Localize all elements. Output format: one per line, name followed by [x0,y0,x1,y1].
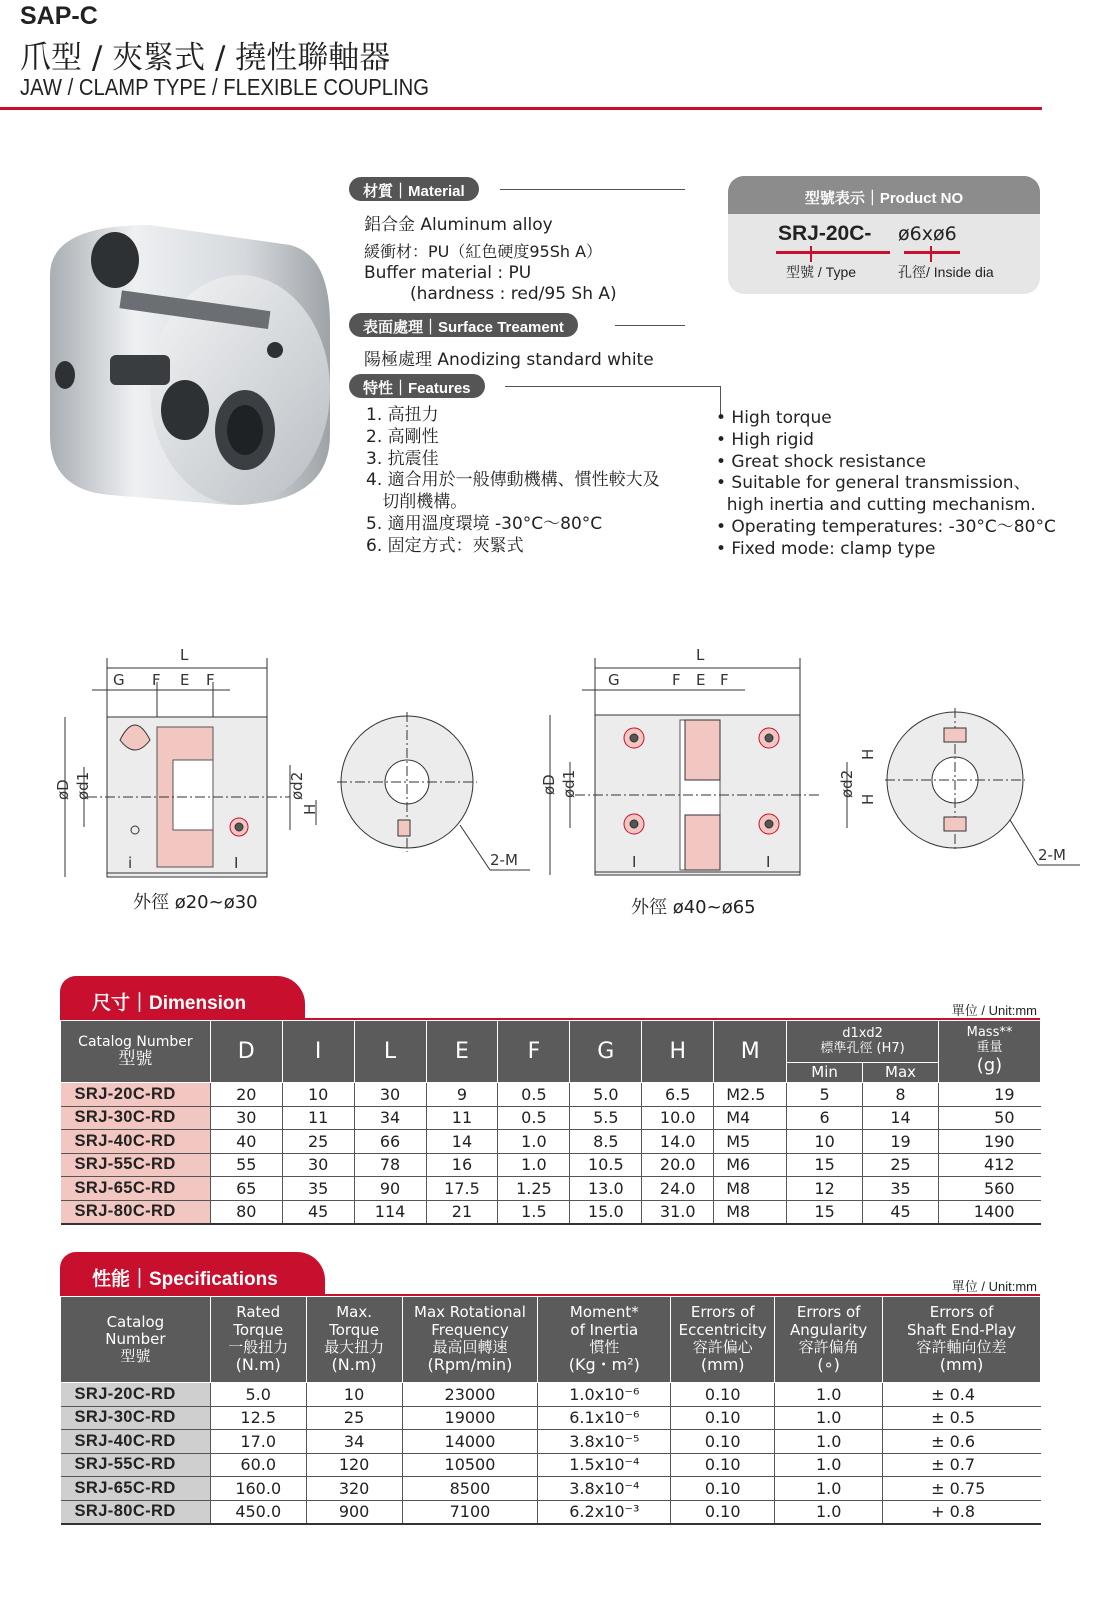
spec-header-line: (N.m) [331,1355,377,1375]
dimension-cell: 40 [210,1130,282,1154]
dimension-cell: 15 [787,1200,863,1224]
surface-rule [615,325,685,326]
dimension-cell: 45 [863,1200,939,1224]
svg-text:L: L [180,646,189,664]
svg-text:G: G [608,671,620,689]
dimension-cell: 1.25 [498,1177,570,1201]
dimension-cell: 16 [426,1153,498,1177]
dimension-cell: 10 [787,1130,863,1154]
dimension-table [60,1020,1041,1225]
specifications-row [61,1477,1041,1501]
spec-header-line: Frequency [431,1320,509,1339]
feature-zh-item: 1. 高扭力 [366,405,439,425]
left-outer-diameter-caption: 外徑 ø20~ø30 [133,892,258,913]
spec-header-line: 容許軸向位差 [916,1337,1007,1356]
dimension-cell: 560 [938,1177,1040,1201]
dimension-cell: 1.5 [498,1200,570,1224]
spec-cell: 7100 [402,1500,538,1524]
svg-text:F: F [206,671,215,689]
spec-header-line: Shaft End-Play [907,1320,1017,1339]
spec-cell: 19000 [402,1406,538,1430]
mass-header [938,1021,1040,1083]
spec-header-line: 一般扭力 [228,1337,289,1356]
material-line-3: Buffer material : PU [364,263,532,283]
specifications-table-body [61,1383,1041,1524]
features-list-zh [366,405,660,558]
svg-text:H: H [859,748,877,760]
dimension-cell: M4 [714,1106,787,1130]
header-divider [0,107,1042,110]
type-tick [810,246,812,262]
dimension-cell: 9 [426,1083,498,1107]
dimension-cell: 11 [426,1106,498,1130]
spec-header-line: Number [105,1329,166,1348]
dimension-cell: 24.0 [642,1177,714,1201]
feature-en-item: • Suitable for general transmission、 [716,473,1031,494]
spec-header-line: 容許偏角 [798,1337,859,1356]
specifications-row [61,1500,1041,1524]
bore-header [787,1021,939,1063]
dimension-cell: 21 [426,1200,498,1224]
svg-text:I: I [766,853,771,871]
dimension-cell: 1.0 [498,1130,570,1154]
dimension-col-header: D [210,1021,282,1083]
large-coupling-end-view [885,708,1080,865]
dimension-cell: 19 [863,1130,939,1154]
dimension-cell: 65 [210,1177,282,1201]
svg-text:G: G [113,671,125,689]
feature-zh-item: 切削機構。 [366,492,468,513]
svg-text:I: I [234,854,239,872]
dimension-cell: 45 [282,1200,354,1224]
bore-header-line2: 標準孔徑 (H7) [820,1040,905,1056]
dimension-col-header: G [570,1021,642,1083]
spec-cell: 14000 [402,1430,538,1454]
feature-zh-item: 4. 適合用於一般傳動機構、慣性較大及 [366,470,660,491]
spec-col-header [306,1297,402,1383]
svg-text:L: L [696,646,705,664]
dimension-cell: M2.5 [714,1083,787,1107]
small-coupling-side-view [65,658,316,877]
dimension-cell: 8.5 [570,1130,642,1154]
type-caption: 型號 / Type [786,264,857,280]
specifications-row [61,1430,1041,1454]
spec-cell: ± 0.7 [883,1453,1041,1477]
dimension-cell: 1.0 [498,1153,570,1177]
catalog-header-zh: 型號 [118,1048,153,1069]
spec-col-header [671,1297,775,1383]
feature-en-item: • Great shock resistance [716,451,926,472]
spec-cell: 25 [306,1406,402,1430]
svg-text:2-M: 2-M [490,851,518,869]
spec-header-line: (mm) [939,1355,984,1375]
svg-text:øD: øD [54,779,72,800]
feature-zh-item: 5. 適用溫度環境 -30°C～80°C [366,513,603,534]
spec-cell: 0.10 [671,1453,775,1477]
product-series-code: SAP-C [20,2,98,30]
svg-text:F: F [720,671,729,689]
spec-header-line: Rated [236,1303,281,1322]
material-line-4: (hardness : red/95 Sh A) [410,284,617,304]
feature-zh-item: 3. 抗震佳 [366,448,439,469]
spec-cell: 34 [306,1430,402,1454]
features-list-en [716,408,1056,561]
spec-header-line: (mm) [700,1355,745,1375]
spec-cell: 160.0 [210,1477,306,1501]
spec-cell: 0.10 [671,1477,775,1501]
specifications-row [61,1383,1041,1407]
spec-header-line: 慣性 [589,1337,620,1356]
dimension-col-header: I [282,1021,354,1083]
specifications-table [60,1296,1041,1525]
catalog-number-cell: SRJ-20C-RD [61,1383,211,1407]
catalog-number-cell: SRJ-55C-RD [61,1453,211,1477]
surface-line-1: 陽極處理 Anodizing standard white [364,350,654,370]
spec-cell: 1.0 [775,1477,883,1501]
dimension-cell: 35 [282,1177,354,1201]
spec-cell: 0.10 [671,1500,775,1524]
feature-zh-item: 2. 高剛性 [366,426,439,447]
dimension-col-header: L [354,1021,426,1083]
dimension-row [61,1106,1041,1130]
spec-cell: 1.0 [775,1406,883,1430]
spec-header-line: Errors of [796,1303,861,1322]
features-label: 特性｜Features [349,374,485,398]
spec-cell: 0.10 [671,1383,775,1407]
dimension-cell: 35 [863,1177,939,1201]
dimension-cell: 80 [210,1200,282,1224]
spec-cell: 10 [306,1383,402,1407]
dimension-cell: 1400 [938,1200,1040,1224]
dimension-cell: 6 [787,1106,863,1130]
dimension-row [61,1177,1041,1201]
spec-cell: 1.0x10⁻⁶ [538,1383,671,1407]
catalog-number-cell: SRJ-30C-RD [61,1106,211,1130]
dimension-cell: 50 [938,1106,1040,1130]
spec-cell: + 0.8 [883,1500,1041,1524]
spec-header-line: (Kg・m²) [568,1355,640,1375]
svg-text:H: H [301,803,319,815]
catalog-number-cell: SRJ-80C-RD [61,1200,211,1224]
svg-text:I: I [632,853,637,871]
page-title-zh: 爪型 / 夾緊式 / 撓性聯軸器 [20,40,391,76]
dimension-cell: 11 [282,1106,354,1130]
spec-header-line: Torque [329,1320,380,1339]
svg-text:ød2: ød2 [838,769,856,798]
spec-cell: 6.1x10⁻⁶ [538,1406,671,1430]
dimension-cell: 90 [354,1177,426,1201]
catalog-number-cell: SRJ-40C-RD [61,1130,211,1154]
spec-col-header [210,1297,306,1383]
dimension-cell: 25 [863,1153,939,1177]
svg-text:F: F [672,671,681,689]
spec-cell: 5.0 [210,1383,306,1407]
spec-cell: 320 [306,1477,402,1501]
dimension-cell: 5 [787,1083,863,1107]
dimension-cell: 30 [354,1083,426,1107]
surface-label: 表面處理｜Surface Treament [349,313,578,337]
dia-tick [930,246,932,262]
dimension-cell: 55 [210,1153,282,1177]
mass-header-line2: 重量 [976,1040,1003,1056]
spec-cell: 8500 [402,1477,538,1501]
svg-text:2-M: 2-M [1038,846,1066,864]
specifications-tab: 性能｜Specifications [60,1252,325,1296]
spec-header-line: 容許偏心 [692,1337,753,1356]
dimension-cell: 30 [282,1153,354,1177]
spec-cell: 0.10 [671,1406,775,1430]
spec-cell: 1.0 [775,1383,883,1407]
spec-header-line: of Inertia [570,1320,639,1339]
feature-zh-item: 6. 固定方式：夾緊式 [366,535,524,556]
spec-cell: 17.0 [210,1430,306,1454]
dimension-cell: 15 [787,1153,863,1177]
spec-col-header [538,1297,671,1383]
dimension-cell: 19 [938,1083,1040,1107]
dimension-cell: 25 [282,1130,354,1154]
spec-cell: 6.2x10⁻³ [538,1500,671,1524]
material-rule [500,189,685,190]
product-number-dims: ø6xø6 [898,223,957,245]
spec-cell: 1.5x10⁻⁴ [538,1453,671,1477]
dimension-col-header: F [498,1021,570,1083]
spec-cell: ± 0.6 [883,1430,1041,1454]
bore-header-line1: d1xd2 [842,1025,883,1041]
spec-cell: 900 [306,1500,402,1524]
spec-header-line: 最高回轉速 [432,1337,508,1356]
dimension-cell: 114 [354,1200,426,1224]
dimension-cell: 10.0 [642,1106,714,1130]
spec-cell: 12.5 [210,1406,306,1430]
dimension-cell: 8 [863,1083,939,1107]
spec-header-line: Errors of [929,1303,994,1322]
right-outer-diameter-caption: 外徑 ø40~ø65 [631,897,756,918]
dimension-cell: 0.5 [498,1083,570,1107]
dimension-tab: 尺寸｜Dimension [60,976,305,1020]
svg-text:ød1: ød1 [560,769,578,798]
svg-text:ød2: ød2 [288,771,306,800]
dimension-row [61,1153,1041,1177]
feature-en-item: high inertia and cutting mechanism. [716,495,1036,516]
specifications-unit: 單位 / Unit:mm [951,1279,1037,1294]
spec-col-header [883,1297,1041,1383]
dimension-cell: 78 [354,1153,426,1177]
spec-cell: 1.0 [775,1430,883,1454]
svg-text:øD: øD [540,774,558,795]
material-line-1: 鋁合金 Aluminum alloy [364,215,553,235]
dimension-cell: 31.0 [642,1200,714,1224]
bore-min-header: Min [787,1063,863,1083]
spec-header-line: Eccentricity [678,1320,767,1339]
catalog-header-en: Catalog Number [78,1033,193,1050]
catalog-number-cell: SRJ-55C-RD [61,1153,211,1177]
dimension-cell: 30 [210,1106,282,1130]
dimension-cell: 20.0 [642,1153,714,1177]
feature-en-item: • Fixed mode: clamp type [716,538,936,559]
dimension-row [61,1130,1041,1154]
dimension-row [61,1083,1041,1107]
dimension-cell: M6 [714,1153,787,1177]
spec-header-line: Catalog [106,1312,165,1331]
spec-cell: 450.0 [210,1500,306,1524]
product-number-code: SRJ-20C- [778,222,872,245]
dimension-unit: 單位 / Unit:mm [951,1003,1037,1018]
feature-en-item: • Operating temperatures: -30°C～80°C [716,516,1056,537]
spec-header-line: Angularity [790,1320,868,1339]
dimension-cell: M5 [714,1130,787,1154]
spec-cell: 3.8x10⁻⁴ [538,1477,671,1501]
spec-header-line: (∘) [817,1355,840,1375]
specifications-row [61,1406,1041,1430]
dimension-cell: 190 [938,1130,1040,1154]
spec-col-header [402,1297,538,1383]
spec-cell: 120 [306,1453,402,1477]
catalog-number-cell: SRJ-65C-RD [61,1477,211,1501]
spec-cell: ± 0.75 [883,1477,1041,1501]
spec-header-line: Moment* [569,1303,639,1322]
spec-header-line: Torque [233,1320,284,1339]
spec-catalog-header [61,1297,211,1383]
svg-text:ød1: ød1 [74,771,92,800]
spec-header-line: (N.m) [235,1355,281,1375]
spec-cell: 0.10 [671,1430,775,1454]
dimension-cell: 10.5 [570,1153,642,1177]
inside-dia-caption: 孔徑/ Inside dia [898,264,994,280]
spec-header-line: 最大扭力 [324,1337,385,1356]
mass-header-line1: Mass** [966,1025,1013,1041]
svg-text:E: E [180,671,190,689]
dimension-row [61,1200,1041,1224]
dimension-cell: 6.5 [642,1083,714,1107]
dimension-cell: 12 [787,1177,863,1201]
spec-cell: 1.0 [775,1453,883,1477]
spec-header-line: Errors of [690,1303,755,1322]
spec-header-line: 型號 [120,1347,151,1366]
bore-max-header: Max [863,1063,939,1083]
catalog-number-cell: SRJ-20C-RD [61,1083,211,1107]
dimension-cell: 10 [282,1083,354,1107]
spec-col-header [775,1297,883,1383]
specifications-row [61,1453,1041,1477]
coupling-photo [30,205,330,525]
type-underline [776,251,890,254]
dimension-cell: 5.0 [570,1083,642,1107]
large-coupling-side-view [550,658,847,875]
catalog-number-cell: SRJ-30C-RD [61,1406,211,1430]
spec-cell: ± 0.5 [883,1406,1041,1430]
feature-en-item: • High rigid [716,429,814,450]
svg-text:F: F [152,671,161,689]
material-label: 材質｜Material [349,177,479,201]
dia-underline [904,251,960,254]
dimension-cell: M8 [714,1177,787,1201]
catalog-number-cell: SRJ-40C-RD [61,1430,211,1454]
catalog-number-cell: SRJ-65C-RD [61,1177,211,1201]
dimension-cell: 412 [938,1153,1040,1177]
svg-text:H: H [859,793,877,805]
mass-header-line3: (g) [976,1055,1003,1077]
material-line-2: 緩衝材：PU（紅色硬度95Sh A） [364,242,603,261]
feature-en-item: • High torque [716,408,832,428]
dimension-cell: 15.0 [570,1200,642,1224]
svg-text:E: E [696,671,706,689]
specifications-header-row [61,1297,1041,1383]
dimension-cell: 14 [426,1130,498,1154]
dimension-cell: 14 [863,1106,939,1130]
dimension-cell: 66 [354,1130,426,1154]
spec-header-line: Max. [336,1303,372,1322]
spec-cell: 60.0 [210,1453,306,1477]
dimension-cell: 0.5 [498,1106,570,1130]
spec-header-line: (Rpm/min) [427,1355,513,1375]
dimension-cell: 17.5 [426,1177,498,1201]
product-number-label: 型號表示｜Product NO [728,176,1040,214]
catalog-number-header [61,1021,211,1083]
dimension-col-header: E [426,1021,498,1083]
product-number-box [728,176,1040,294]
page-title-en: JAW / CLAMP TYPE / FLEXIBLE COUPLING [20,74,430,100]
spec-cell: 1.0 [775,1500,883,1524]
spec-cell: 3.8x10⁻⁵ [538,1430,671,1454]
spec-cell: 23000 [402,1383,538,1407]
dimension-cell: 20 [210,1083,282,1107]
small-coupling-end-view [337,712,530,870]
spec-header-line: Max Rotational [414,1303,526,1322]
dimension-col-header: M [714,1021,787,1083]
dimension-cell: 14.0 [642,1130,714,1154]
svg-text:i: i [128,854,133,872]
dimension-col-header: H [642,1021,714,1083]
spec-cell: ± 0.4 [883,1383,1041,1407]
dimension-cell: 13.0 [570,1177,642,1201]
dimension-cell: 34 [354,1106,426,1130]
dimension-cell: 5.5 [570,1106,642,1130]
features-rule [505,386,721,387]
dimension-table-body [61,1083,1041,1224]
dimension-cell: M8 [714,1200,787,1224]
catalog-number-cell: SRJ-80C-RD [61,1500,211,1524]
spec-cell: 10500 [402,1453,538,1477]
